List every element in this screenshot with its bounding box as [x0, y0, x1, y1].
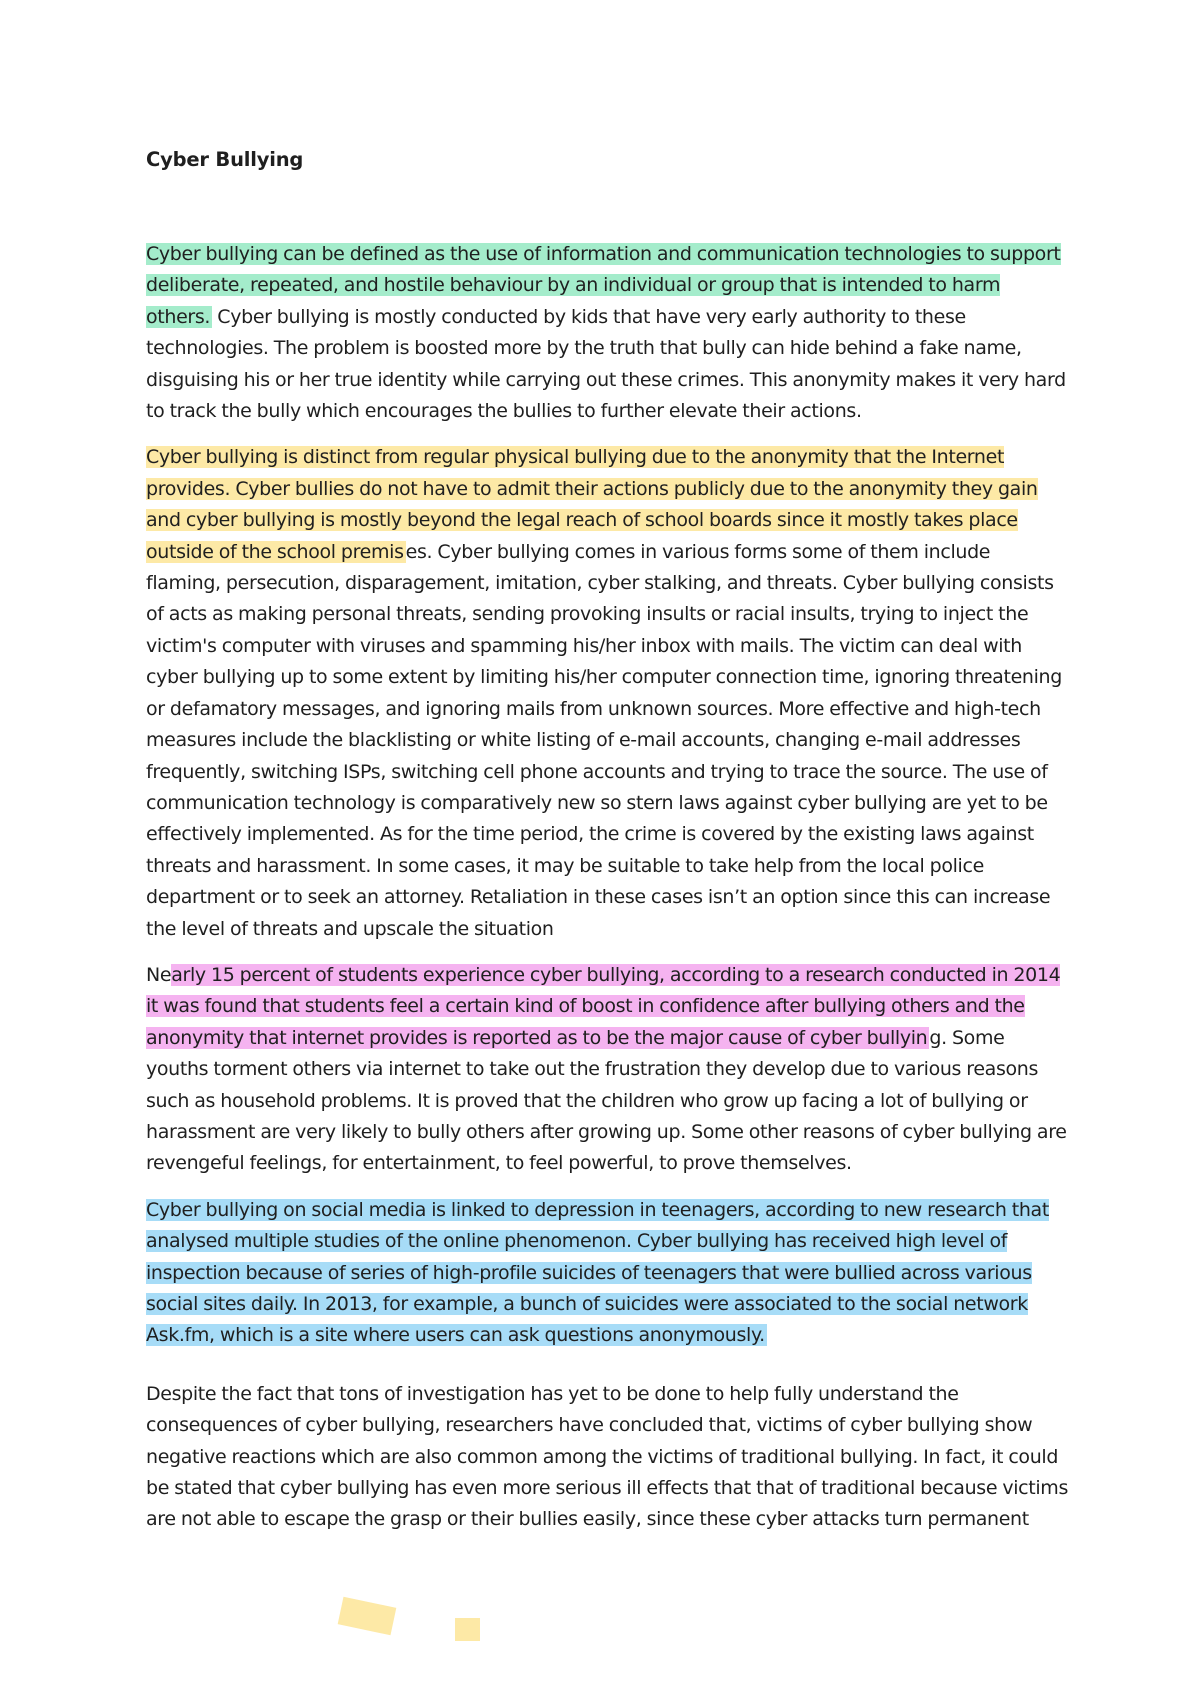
- document-body: [146, 145, 1070, 1551]
- highlight-marker-blot: [338, 1597, 397, 1636]
- paragraph-3: [146, 960, 1070, 1180]
- paragraph-text: g. Some youths torment others via internet to take out the frustration they develop due to various reasons such as household problems. It is proved that the children who grow up facing a lot of bullying or harassment are very likely to bully others after growing up. Some other reasons of cyber bullying are revengeful feelings, for entertainment, to feel powerful, to prove themselves.: [146, 1026, 1067, 1175]
- paragraph-text: es. Cyber bullying comes in various forms some of them include flaming, persecution, disparagement, imitation, cyber stalking, and threats. Cyber bullying consists of acts as making personal threats, sending provoking insults or racial insults, trying to inject the victim's computer with viruses and spamming his/her inbox with mails. The victim can deal with cyber bullying up to some extent by limiting his/her computer connection time, ignoring threatening or defamatory messages, and ignoring mails from unknown sources. More effective and high-tech measures include the blacklisting or white listing of e-mail accounts, changing e-mail addresses frequently, switching ISPs, switching cell phone accounts and trying to trace the source. The use of communication technology is comparatively new so stern laws against cyber bullying are yet to be effectively implemented. As for the time period, the crime is covered by the existing laws against threats and harassment. In some cases, it may be suitable to take help from the local police department or to seek an attorney. Retaliation in these cases isn’t an option since this can increase the level of threats and upscale the situation: [146, 540, 1062, 940]
- paragraph-2: [146, 442, 1070, 945]
- paragraph-1: [146, 239, 1070, 427]
- paragraph-5: [146, 1379, 1070, 1536]
- document-title: Cyber Bullying: [146, 148, 304, 171]
- paragraph-text: Cyber bullying is mostly conducted by kids that have very early authority to these technologies. The problem is boosted more by the truth that bully can hide behind a fake name, disguising his or her true identity while carrying out these crimes. This anonymity makes it very hard to track the bully which encourages the bullies to further elevate their actions.: [146, 305, 1066, 423]
- paragraph-4: [146, 1195, 1070, 1352]
- highlighted-text-yellow: Cyber bullying is distinct from regular physical bullying due to the anonymity that the Internet provides. Cyber bullies do not have to admit their actions publicly due to the anonymity they gain and cyber bullying is mostly beyond the legal reach of school boards since it mostly takes place outside of the school premis: [146, 446, 1038, 563]
- paragraph-lead-text: Ne: [146, 963, 172, 986]
- paragraph-text: Despite the fact that tons of investigation has yet to be done to help fully understand the consequences of cyber bullying, researchers have concluded that, victims of cyber bullying show negative reactions which are also common among the victims of traditional bullying. In fact, it could be stated that cyber bullying has even more serious ill effects that that of traditional because victims are not able to escape the grasp or their bullies easily, since these cyber attacks turn permanent: [146, 1382, 1069, 1531]
- highlighted-text-blue: Cyber bullying on social media is linked to depression in teenagers, according to new research that analysed multiple studies of the online phenomenon. Cyber bullying has received high level of inspection because of series of high-profile suicides of teenagers that were bullied across various social sites daily. In 2013, for example, a bunch of suicides were associated to the social network Ask.fm, which is a site where users can ask questions anonymously.: [146, 1198, 1049, 1347]
- highlight-marker-blot: [455, 1618, 480, 1641]
- highlighted-text-green: Cyber bullying can be defined as the use of information and communication technologies to support deliberate, repeated, and hostile behaviour by an individual or group that is intended to harm others.: [146, 243, 1061, 328]
- highlighted-text-pink: arly 15 percent of students experience cyber bullying, according to a research conducted in 2014 it was found that students feel a certain kind of boost in confidence after bullying others and the anonymity that internet provides is reported as to be the major cause of cyber bullyin: [146, 963, 1061, 1049]
